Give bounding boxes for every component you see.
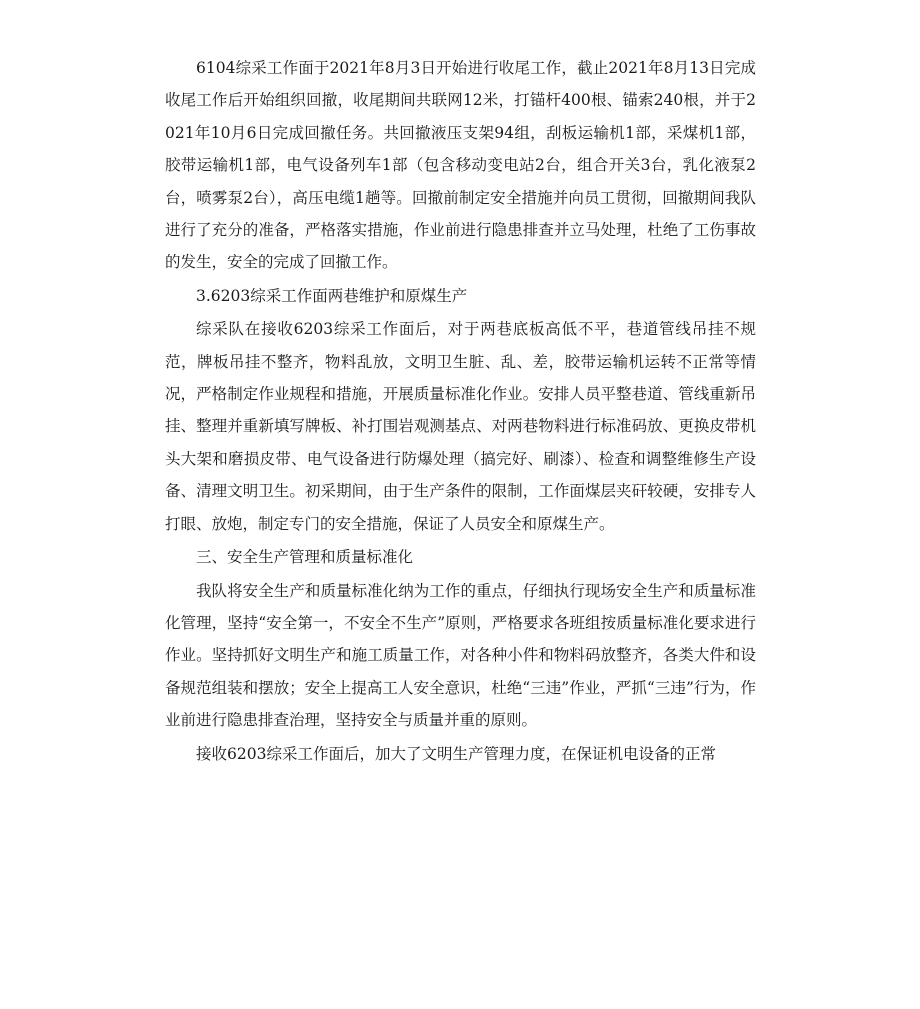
paragraph-civilized-production: 接收6203综采工作面后，加大了文明生产管理力度，在保证机电设备的正常	[196, 744, 716, 763]
heading-6203-maintenance: 3.6203综采工作面两巷维护和原煤生产	[196, 286, 468, 305]
paragraph-safety-management: 我队将安全生产和质量标准化纳为工作的重点，仔细执行现场安全生产和质量标准化管理，坚持“安全第一，不安全不生产”原则，严格要求各班组按质量标准化要求进行作业。坚持抓好文明生产和施工质量工作，对各种小件和物料码放整齐，各类大件和设备规范组装和摆放；安全上提高工人安全意识，杜绝“三违”作业，严抓“三违”行为，作业前进行隐患排查治理，坚持安全与质量并重的原则。	[165, 581, 756, 730]
paragraph-6104-retreat: 6104综采工作面于2021年8月3日开始进行收尾工作，截止2021年8月13日完成收尾工作后开始组织回撤，收尾期间共联网12米，打锚杆400根、锚索240根，并于2021年10月6日完成回撤任务。共回撤液压支架94组，刮板运输机1部，采煤机1部，胶带运输机1部，电气设备列车1部（包含移动变电站2台，组合开关3台，乳化液泵2台，喷雾泵2台），高压电缆1趟等。回撤前制定安全措施并向员工贯彻，回撤期间我队进行了充分的准备，严格落实措施，作业前进行隐患排查并立马处理，杜绝了工伤事故的发生，安全的完成了回撤工作。	[165, 59, 756, 272]
paragraph-6203-maintenance: 综采队在接收6203综采工作面后，对于两巷底板高低不平，巷道管线吊挂不规范，牌板吊挂不整齐，物料乱放，文明卫生脏、乱、差，胶带运输机运转不正常等情况，严格制定作业规程和措施，开展质量标准化作业。安排人员平整巷道、管线重新吊挂、整理并重新填写牌板、补打围岩观测基点、对两巷物料进行标准码放、更换皮带机头大架和磨损皮带、电气设备进行防爆处理（搞完好、刷漆）、检查和调整维修生产设备、清理文明卫生。初采期间，由于生产条件的限制，工作面煤层夹矸较硬，安排专人打眼、放炮，制定专门的安全措施，保证了人员安全和原煤生产。	[165, 320, 756, 533]
document-page	[165, 52, 756, 770]
heading-safety-management: 三、安全生产管理和质量标准化	[196, 548, 414, 567]
